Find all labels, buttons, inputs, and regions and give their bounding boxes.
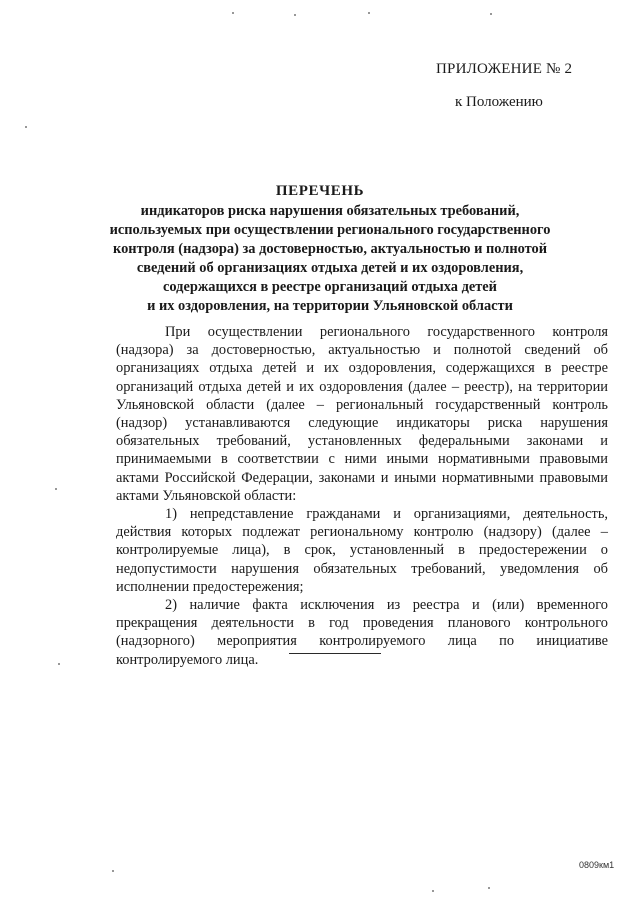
scan-speck [368,12,370,14]
scan-speck [232,12,234,14]
list-item-1: 1) непредставление гражданами и организациями, деятельность, действия которых подлежат региональному контролю (надзору) (далее – контролируемые лица), в срок, установленный в предостережении о недопустимости нарушения обязательных требований, уведомления об исполнении предостережения; [116,506,608,595]
scan-speck [432,890,434,892]
scan-speck [112,870,114,872]
footer-code: 0809км1 [579,860,615,870]
subtitle-line: сведений об организациях отдыха детей и их оздоровления, [136,260,524,276]
end-divider [289,653,381,654]
scan-speck [25,126,27,128]
document-title: ПЕРЕЧЕНЬ [275,183,365,199]
document-body [116,323,608,669]
subtitle-line: используемых при осуществлении регионального государственного [109,222,551,238]
subtitle-line: содержащихся в реестре организаций отдыха детей [163,279,497,295]
regulation-reference: к Положению [455,94,543,110]
scan-speck [294,14,296,16]
appendix-label: ПРИЛОЖЕНИЕ № 2 [436,61,573,77]
document-subtitle [100,202,560,316]
scan-speck [58,663,60,665]
subtitle-line: контроля (надзора) за достоверностью, актуальностью и полнотой [112,241,548,257]
scan-speck [490,13,492,15]
subtitle-line: индикаторов риска нарушения обязательных требований, [140,203,520,219]
intro-paragraph: При осуществлении регионального государственного контроля (надзора) за достоверностью, актуальностью и полнотой сведений об организациях отдыха детей и их оздоровления, содержащихся в реестре организаций отдыха детей и их оздоровления (далее – реестр), на территории Ульяновской области (далее – региональный государственный контроль (надзор) устанавливаются следующие индикаторы риска нарушения обязательных требований, установленных федеральными законами и принимаемыми в соответствии с ними иными нормативными правовыми актами Российской Федерации, законами и иными нормативными правовыми актами Ульяновской области: [116,324,608,504]
scan-speck [488,887,490,889]
subtitle-line: и их оздоровления, на территории Ульяновской области [147,298,513,314]
scan-speck [55,488,57,490]
list-item-2: 2) наличие факта исключения из реестра и (или) временного прекращения деятельности в год проведения планового контрольного (надзорного) мероприятия контролируемого лица по инициативе контролируемого лица. [116,597,608,668]
